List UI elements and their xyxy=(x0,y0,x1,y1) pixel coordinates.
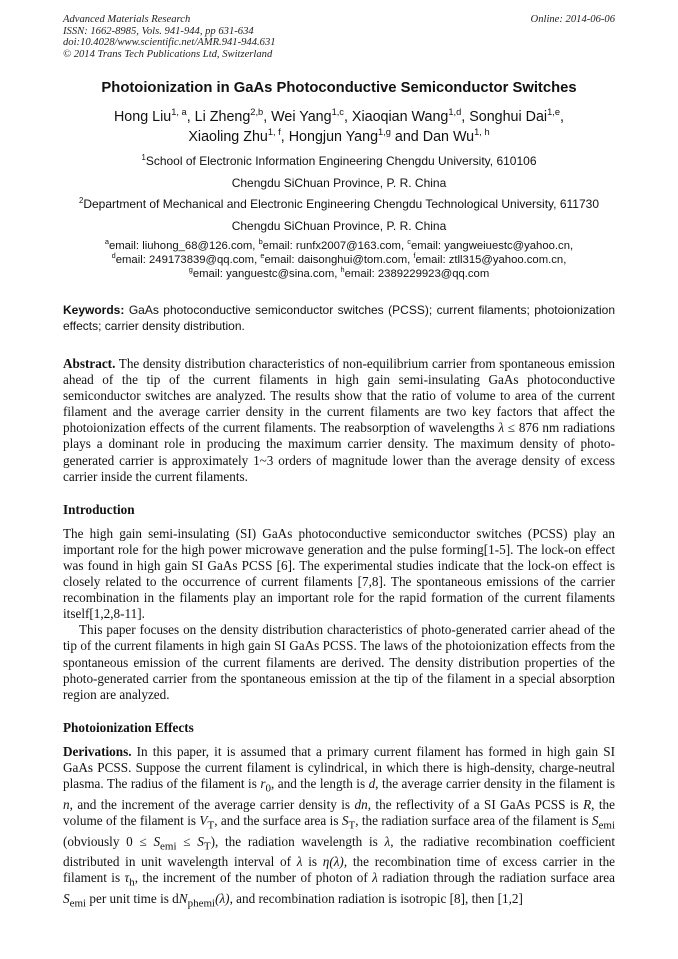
math-variable: (λ) xyxy=(215,891,230,907)
math-variable: n xyxy=(63,796,70,812)
affiliation-line xyxy=(63,151,615,173)
math-variable: r xyxy=(260,775,266,791)
body-text: , the increment of the number of photon of xyxy=(134,870,373,886)
abstract xyxy=(63,356,615,485)
abstract-label: Abstract. xyxy=(63,356,116,371)
affiliation-number: 2 xyxy=(79,196,84,205)
issn: ISSN: 1662-8985, Vols. 941-944, pp 631-634 xyxy=(63,25,254,37)
paper-page xyxy=(63,14,615,912)
body-text: (obviously 0 ≤ xyxy=(63,833,154,849)
math-variable: η(λ) xyxy=(322,854,344,870)
author-affiliation-mark: 1, f xyxy=(267,127,281,138)
body-text: ≤ xyxy=(176,833,198,849)
body-text: , the average carrier density in the filament is xyxy=(375,775,615,791)
paper-title: Photoionization in GaAs Photoconductive Semiconductor Switches xyxy=(101,80,577,96)
author-name: Xiaoling Zhu xyxy=(188,129,268,145)
email-line xyxy=(63,267,615,281)
author-name: Hong Liu xyxy=(113,109,172,125)
affiliation-location: Chengdu SiChuan Province, P. R. China xyxy=(231,175,447,190)
author-name: Hongjun Yang xyxy=(288,129,379,145)
body-text: is xyxy=(302,854,323,870)
email-address: email: ztll315@yahoo.com.cn, xyxy=(415,254,567,266)
keywords xyxy=(63,303,615,334)
derivations-paragraph xyxy=(63,744,615,912)
body-text: , the radiative recombination coefficient distributed in unit wavelength interval of xyxy=(63,833,615,870)
body-text: , and recombination radiation is isotropic [8], then [1,2] xyxy=(229,891,523,907)
email-mark: f xyxy=(413,251,416,261)
email-address: email: daisonghui@tom.com, xyxy=(264,254,411,266)
introduction-paragraph-1: The high gain semi-insulating (SI) GaAs photoconductive semiconductor switches (PCSS) play an important role for the high power microwave generation and the pulse forming[1-5]. The lock-on effect was found in high gain SI GaAs PCSS [6]. The experimental studies indicate that the lock-on effect is closely related to the occurrence of current filaments [7,8]. The spontaneous emissions of the carrier recombination in the filaments play an important role for the rapid formation of the current filaments itself[1,2,8-11]. xyxy=(63,525,615,622)
affiliation-name: Department of Mechanical and Electronic Engineering Chengdu Technological University, 611730 xyxy=(83,197,599,211)
body-text: In this paper, it is assumed that a primary current filament has formed in high gain SI GaAs PCSS. Suppose the current filament is cylindrical, in which there is high-density, charge-neutral plasma. The radius of the filament is xyxy=(63,743,616,791)
math-variable: S xyxy=(153,833,161,849)
body-text: , and the increment of the average carrier density is xyxy=(69,796,355,812)
author-separator: , xyxy=(560,109,564,125)
author-list xyxy=(63,107,615,147)
math-variable: τ xyxy=(124,870,130,886)
body-text: , the reflectivity of a SI GaAs PCSS is xyxy=(367,796,584,812)
email-address: email: runfx2007@163.com, xyxy=(262,240,405,252)
email-line xyxy=(63,253,615,267)
math-subscript: h xyxy=(129,877,135,889)
math-subscript: emi xyxy=(160,840,177,853)
body-text: , and the surface area is xyxy=(214,812,342,828)
math-variable: S xyxy=(591,812,599,828)
keywords-text: GaAs photoconductive semiconductor switches (PCSS); current filaments; photoionization effects; carrier density distribution. xyxy=(63,303,615,333)
email-mark: h xyxy=(340,265,345,275)
author-separator: , xyxy=(280,129,289,145)
author-affiliation-mark: 2,b xyxy=(250,107,264,118)
author-affiliation-mark: 1,d xyxy=(448,107,462,118)
affiliation-number: 1 xyxy=(141,153,146,162)
photoionization-heading: Photoionization Effects xyxy=(63,719,194,735)
author-affiliation-mark: 1, a xyxy=(171,107,187,118)
math-variable: dn xyxy=(354,796,368,812)
body-text: , the radiation surface area of the filament is xyxy=(355,812,592,828)
math-subscript: emi xyxy=(69,897,87,910)
math-subscript: T xyxy=(348,819,356,832)
math-variable: λ xyxy=(384,833,391,849)
author-name: Dan Wu xyxy=(422,129,475,145)
abstract-text-1: The density distribution characteristics of non-equilibrium carrier from spontaneous emission ahead of the tip of the current filaments in high gain semi-insulating GaAs photoconductive semiconductor switches are analyzed. The results show that the ratio of volume to area of the current filament and the average carrier density in the current filaments are two key factors that affect the photoionization effects of the current filaments. The reabsorption of wavelengths xyxy=(63,356,615,436)
email-address: email: 2389229923@qq.com xyxy=(344,268,490,280)
author-name: Wei Yang xyxy=(271,109,332,125)
email-address: email: 249173839@qq.com, xyxy=(115,254,258,266)
body-text: ), the radiation wavelength is xyxy=(210,833,385,849)
body-text: , the recombination time of excess carrier in the filament is xyxy=(63,854,616,886)
math-variable: S xyxy=(341,812,349,828)
email-list xyxy=(63,239,615,281)
email-address: email: yanguestc@sina.com, xyxy=(192,268,338,280)
email-mark: a xyxy=(104,237,109,247)
math-variable: V xyxy=(199,812,208,828)
author-separator: , xyxy=(186,109,195,125)
math-subscript: emi xyxy=(598,819,616,832)
author-separator: , xyxy=(343,109,352,125)
author-affiliation-mark: 1,e xyxy=(547,107,561,118)
author-affiliation-mark: 1, h xyxy=(474,127,490,138)
affiliation-location: Chengdu SiChuan Province, P. R. China xyxy=(231,218,447,233)
body-text: , and the length is xyxy=(270,775,369,791)
author-line-2 xyxy=(63,127,615,147)
body-text: radiation through the radiation surface area xyxy=(377,870,615,886)
author-affiliation-mark: 1,g xyxy=(378,127,391,138)
math-subscript: phemi xyxy=(187,897,216,910)
math-variable: R xyxy=(583,796,592,812)
author-name: Xiaoqian Wang xyxy=(351,109,449,125)
online-date: Online: 2014-06-06 xyxy=(530,14,615,25)
keywords-label: Keywords: xyxy=(63,303,125,317)
math-subscript: 0 xyxy=(265,782,271,795)
email-line xyxy=(63,239,615,253)
math-variable: N xyxy=(178,891,188,907)
math-variable: S xyxy=(197,833,204,849)
abstract-text-2: ≤ 876 nm radiations plays a dominant role in producing the maximum carrier density. The maximum density of photo-generated carrier is approximately 1~3 orders of magnitude lower than the average density of excess carrier inside the current filaments. xyxy=(63,420,615,484)
email-mark: b xyxy=(258,237,263,247)
author-line-1 xyxy=(63,107,615,127)
math-variable: d xyxy=(368,775,376,791)
author-separator: , xyxy=(263,109,272,125)
affiliations xyxy=(63,151,615,237)
author-separator: , xyxy=(461,109,470,125)
email-mark: g xyxy=(188,265,193,275)
affiliation-line xyxy=(63,194,615,216)
introduction-heading: Introduction xyxy=(63,501,135,517)
affiliation-name: School of Electronic Information Engineering Chengdu University, 610106 xyxy=(145,154,537,168)
email-mark: e xyxy=(260,251,265,261)
math-variable: S xyxy=(63,891,70,907)
body-text: , the volume of the filament is xyxy=(63,796,615,828)
author-affiliation-mark: 1,c xyxy=(331,107,344,118)
math-variable: λ xyxy=(296,854,303,870)
journal-name: Advanced Materials Research xyxy=(63,14,191,25)
email-address: email: liuhong_68@126.com, xyxy=(108,240,256,252)
author-separator: and xyxy=(390,129,423,145)
introduction-paragraph-2: This paper focuses on the density distribution characteristics of photo-generated carrier ahead of the tip of the current filaments in high gain SI GaAs PCSS. The laws of the photoionization effects from the spontaneous emission of the current filaments are derived. The density distribution properties of the photo-generated carrier from the spontaneous emission at the tip of the filament in a special absorption region are analyzed. xyxy=(63,622,615,702)
author-name: Li Zheng xyxy=(194,109,251,125)
copyright: © 2014 Trans Tech Publications Ltd, Switzerland xyxy=(63,48,273,60)
doi: doi:10.4028/www.scientific.net/AMR.941-944.631 xyxy=(63,37,276,49)
email-mark: c xyxy=(407,237,411,247)
math-variable: λ xyxy=(372,870,378,886)
email-mark: d xyxy=(111,251,116,261)
math-subscript: T xyxy=(207,819,215,832)
author-name: Songhui Dai xyxy=(469,109,548,125)
abstract-lambda: λ xyxy=(498,420,505,436)
math-subscript: T xyxy=(203,840,211,853)
email-address: email: yangweiuestc@yahoo.cn, xyxy=(410,240,574,252)
journal-header xyxy=(63,14,615,62)
derivations-label: Derivations. xyxy=(63,743,132,759)
body-text: per unit time is d xyxy=(86,891,179,907)
